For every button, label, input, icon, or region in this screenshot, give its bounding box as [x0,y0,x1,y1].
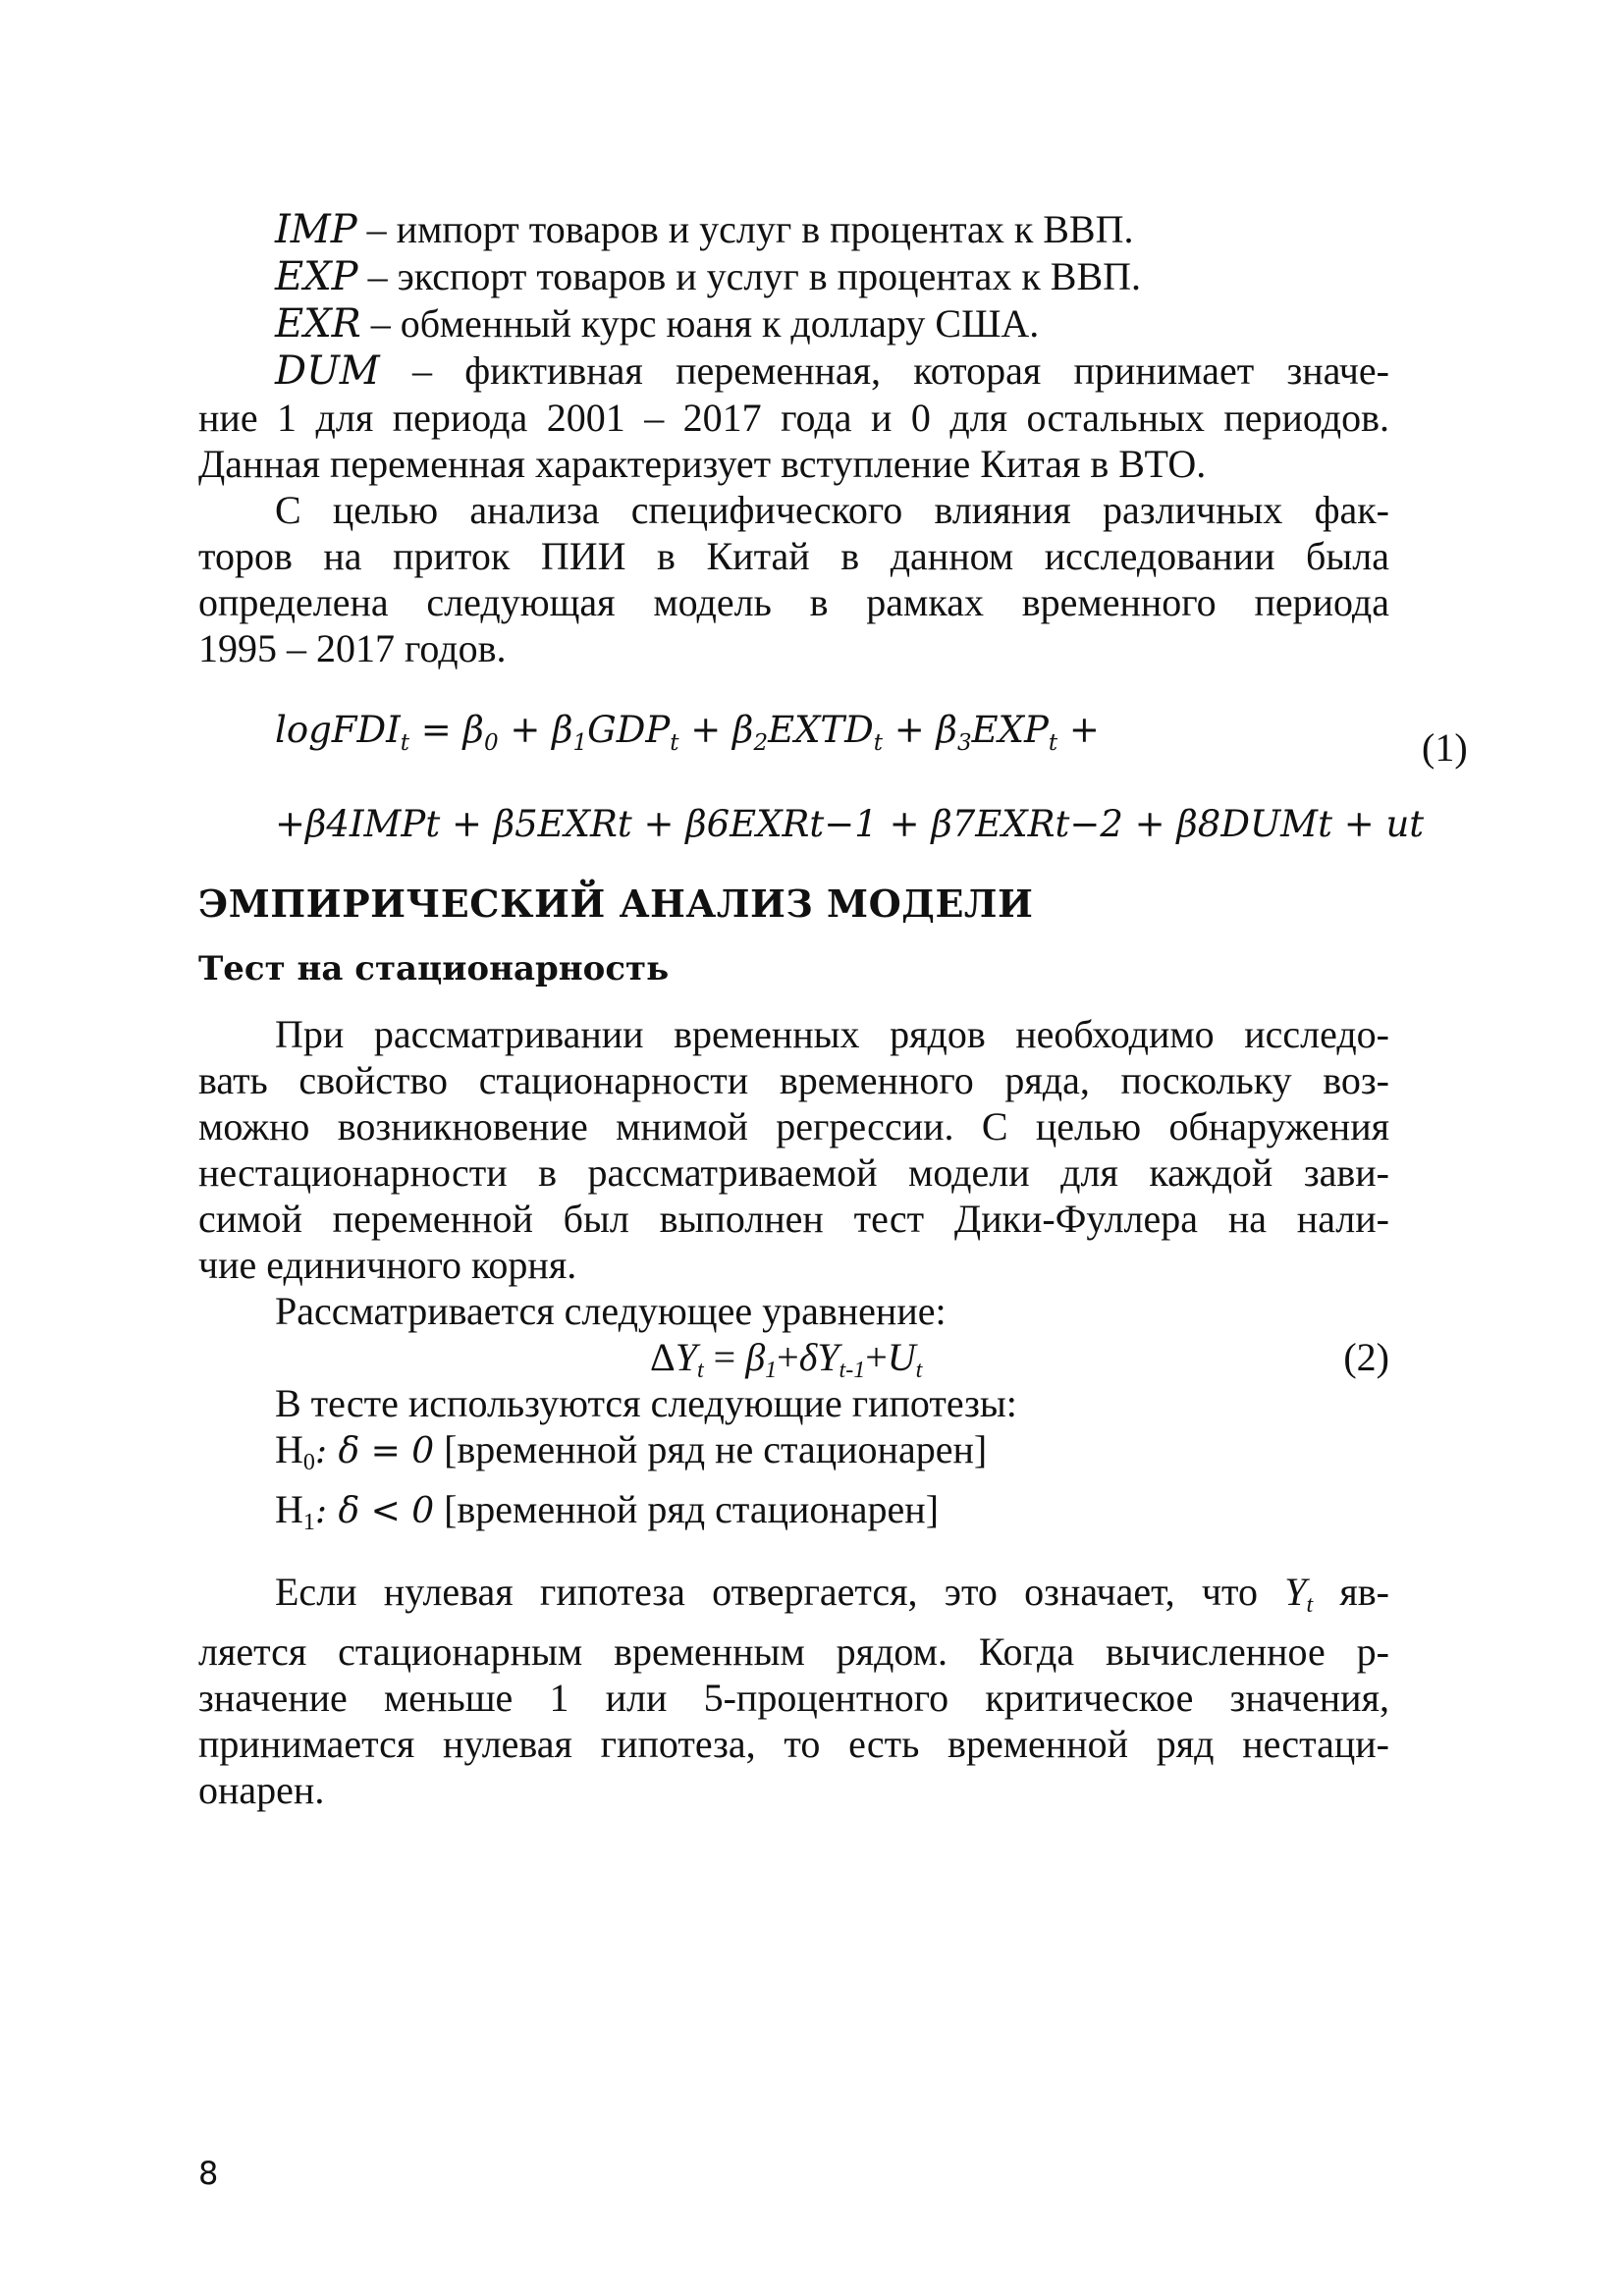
equation-1-row-1: logFDI$_t$ = $\beta_0 + \beta_1GDP_t$ + $\beta_2EXTD_t + \beta_3EXP_t$ + [275,709,1100,756]
equation-2-row [198,1334,1389,1383]
subsection-title: Тест на стационарность [198,949,670,988]
section-title: ЭМПИРИЧЕСКИЙ АНАЛИЗ МОДЕЛИ [198,881,1034,926]
equation-intro: Рассматривается следующее уравнение: [275,1289,947,1333]
intro-line-2: торов на приток ПИИ в Китай в данном исследовании была [198,534,1389,578]
para1-line-2: вать свойство стационарности временного ряда, поскольку воз- [198,1058,1389,1102]
equation-2-number: (2) [1343,1335,1389,1379]
para2-line-5: онарен. [198,1768,325,1812]
paragraph-null-hypothesis [198,1569,1389,1813]
intro-line-4: 1995 – 2017 годов. [198,626,507,670]
definitions-block [198,206,1389,671]
dum-line-2: ние 1 для периода 2001 – 2017 года и 0 для остальных периодов. [198,396,1389,440]
hypotheses-intro: В тесте используются следующие гипотезы: [275,1381,1017,1425]
equation-1-number: (1) [1422,725,1468,770]
symbol-exr: EXR [275,301,361,347]
dum-line-3: Данная переменная характеризует вступление Китая в ВТО. [198,442,1207,486]
symbol-dum: DUM [275,348,380,394]
para1-line-4: нестационарности в рассматриваемой модели для каждой зави- [198,1150,1389,1195]
para1-line-6: чие единичного корня. [198,1243,577,1287]
para1-line-1: При рассматривании временных рядов необходимо исследо- [275,1012,1389,1056]
definition-exp: EXP – экспорт товаров и услуг в процентах к ВВП. [275,254,1142,299]
paragraph-stationarity [198,1011,1389,1546]
para2-line-2: ляется стационарным временным рядом. Когда вычисленное р- [198,1629,1389,1674]
intro-line-1: С целью анализа специфического влияния различных фак- [275,488,1389,532]
equation-1-row-2: +β4IMPt + β5EXRt + β6EXRt−1 + β7EXRt−2 + β8DUMt + ut [275,803,1425,845]
symbol-exp: EXP [275,254,358,299]
para1-line-3: можно возникновение мнимой регрессии. С целью обнаружения [198,1104,1389,1148]
definition-dum: DUM – фиктивная переменная, которая принимает значе- [275,348,1389,394]
equation-2: ΔYt = β1+δYt-1+Ut [650,1335,923,1383]
hypothesis-h0: H0: δ = 0 [временной ряд не стационарен] [275,1427,988,1475]
page-number: 8 [198,2155,219,2192]
hypothesis-h1: H1: δ < 0 [временной ряд стационарен] [275,1487,940,1535]
para1-line-5: симой переменной был выполнен тест Дики-Фуллера на нали- [198,1197,1389,1241]
definition-exr: EXR – обменный курс юаня к доллару США. [275,301,1040,347]
definition-imp: IMP – импорт товаров и услуг в процентах к ВВП. [275,207,1134,252]
intro-line-3: определена следующая модель в рамках временного периода [198,580,1389,624]
para2-line-3: значение меньше 1 или 5-процентного критическое значения, [198,1676,1389,1720]
symbol-imp: IMP [275,207,357,252]
para2-line-1: Если нулевая гипотеза отвергается, это означает, что Yt яв- [275,1570,1389,1618]
para2-line-4: принимается нулевая гипотеза, то есть временной ряд нестаци- [198,1722,1389,1766]
